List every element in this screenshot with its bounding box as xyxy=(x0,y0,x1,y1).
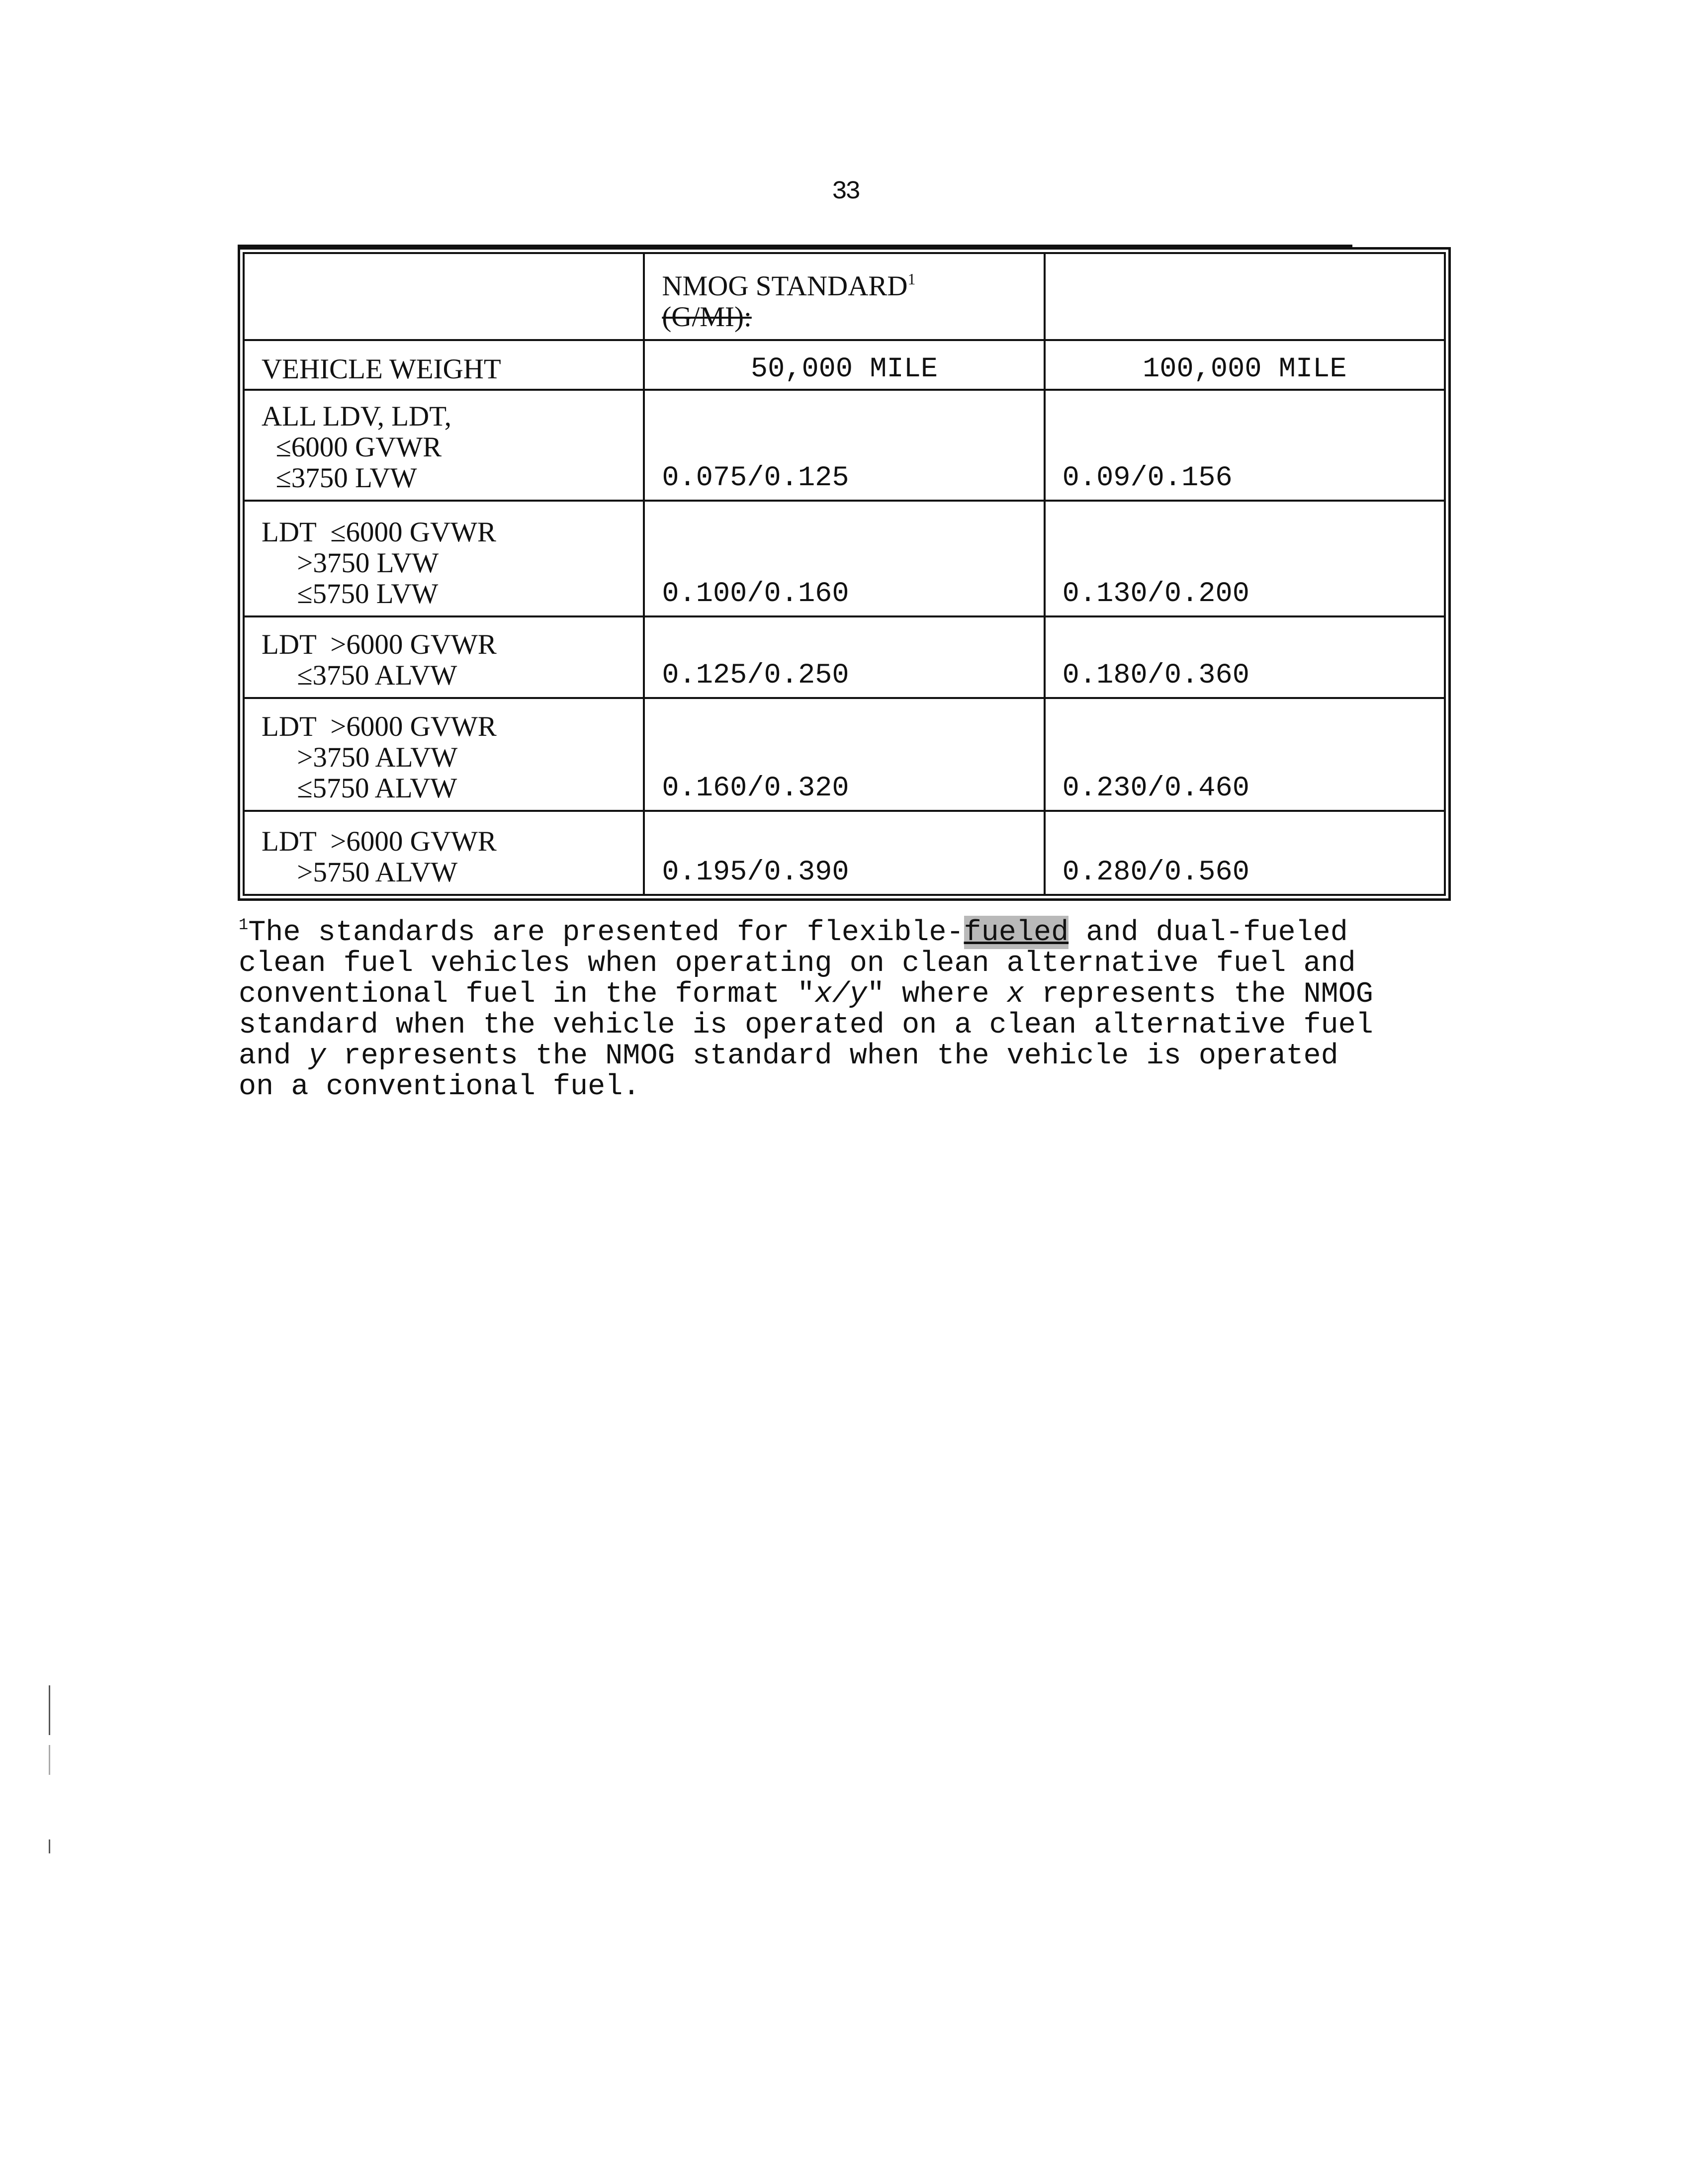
nmog-standards-table xyxy=(243,252,1446,896)
mile-100k-value: 0.180/0.360 xyxy=(1045,616,1445,698)
mile-50k-value: 0.195/0.390 xyxy=(644,811,1044,895)
footnote-variable: y xyxy=(308,1039,326,1072)
table-row xyxy=(244,501,1445,616)
scan-mark xyxy=(49,1685,50,1735)
struck-units: (G/MI): xyxy=(662,301,752,333)
table-row xyxy=(244,698,1445,811)
footnote-text: " where xyxy=(867,977,1007,1011)
footnote-text: represents the NMOG standard when the vehicle is operated on a conventional fuel. xyxy=(239,1039,1338,1103)
mile-100k-value: 0.130/0.200 xyxy=(1045,501,1445,616)
vehicle-weight-cell: ALL LDV, LDT, ≤6000 GVWR ≤3750 LVW xyxy=(244,390,644,501)
vehicle-weight-cell: LDT ≤6000 GVWR >3750 LVW ≤5750 LVW xyxy=(244,501,644,616)
page-number: 33 xyxy=(831,177,859,206)
mile-100k-header: 100,000 MILE xyxy=(1045,340,1445,390)
footnote-text: and dual-fueled clean fuel vehicles when operating on clean alternative fuel and conventional fuel in the format " xyxy=(239,916,1356,1011)
mile-50k-header: 50,000 MILE xyxy=(644,340,1044,390)
table-row xyxy=(244,390,1445,501)
mile-50k-value: 0.075/0.125 xyxy=(644,390,1044,501)
nmog-standard-label: NMOG STANDARD xyxy=(662,270,908,302)
table-row xyxy=(244,616,1445,698)
header-empty-cell xyxy=(1045,253,1445,340)
footnote-variable: x xyxy=(1006,977,1024,1011)
nmog-standards-table-frame xyxy=(238,247,1451,901)
footnote-text: represents the NMOG standard when the vehicle is operated on a clean alternative fuel and xyxy=(239,977,1373,1072)
mile-100k-value: 0.230/0.460 xyxy=(1045,698,1445,811)
mile-50k-value: 0.160/0.320 xyxy=(644,698,1044,811)
header-empty-cell xyxy=(244,253,644,340)
mile-50k-value: 0.125/0.250 xyxy=(644,616,1044,698)
footnote-variable: x/y xyxy=(814,977,867,1011)
table-row xyxy=(244,811,1445,895)
vehicle-weight-header: VEHICLE WEIGHT xyxy=(244,340,644,390)
header-row-standard xyxy=(244,253,1445,340)
vehicle-weight-cell: LDT >6000 GVWR ≤3750 ALVW xyxy=(244,616,644,698)
mile-100k-value: 0.09/0.156 xyxy=(1045,390,1445,501)
footnote xyxy=(239,917,1462,1102)
nmog-standard-header xyxy=(644,253,1044,340)
scan-mark xyxy=(49,1839,50,1853)
footnote-marker: 1 xyxy=(239,916,249,934)
scan-mark xyxy=(49,1745,50,1775)
header-row-columns xyxy=(244,340,1445,390)
vehicle-weight-cell: LDT >6000 GVWR >5750 ALVW xyxy=(244,811,644,895)
mile-50k-value: 0.100/0.160 xyxy=(644,501,1044,616)
mile-100k-value: 0.280/0.560 xyxy=(1045,811,1445,895)
vehicle-weight-cell: LDT >6000 GVWR >3750 ALVW ≤5750 ALVW xyxy=(244,698,644,811)
highlighted-word: fueled xyxy=(964,916,1069,949)
footnote-text: The standards are presented for flexible- xyxy=(248,916,964,949)
footnote-ref: 1 xyxy=(907,270,916,288)
